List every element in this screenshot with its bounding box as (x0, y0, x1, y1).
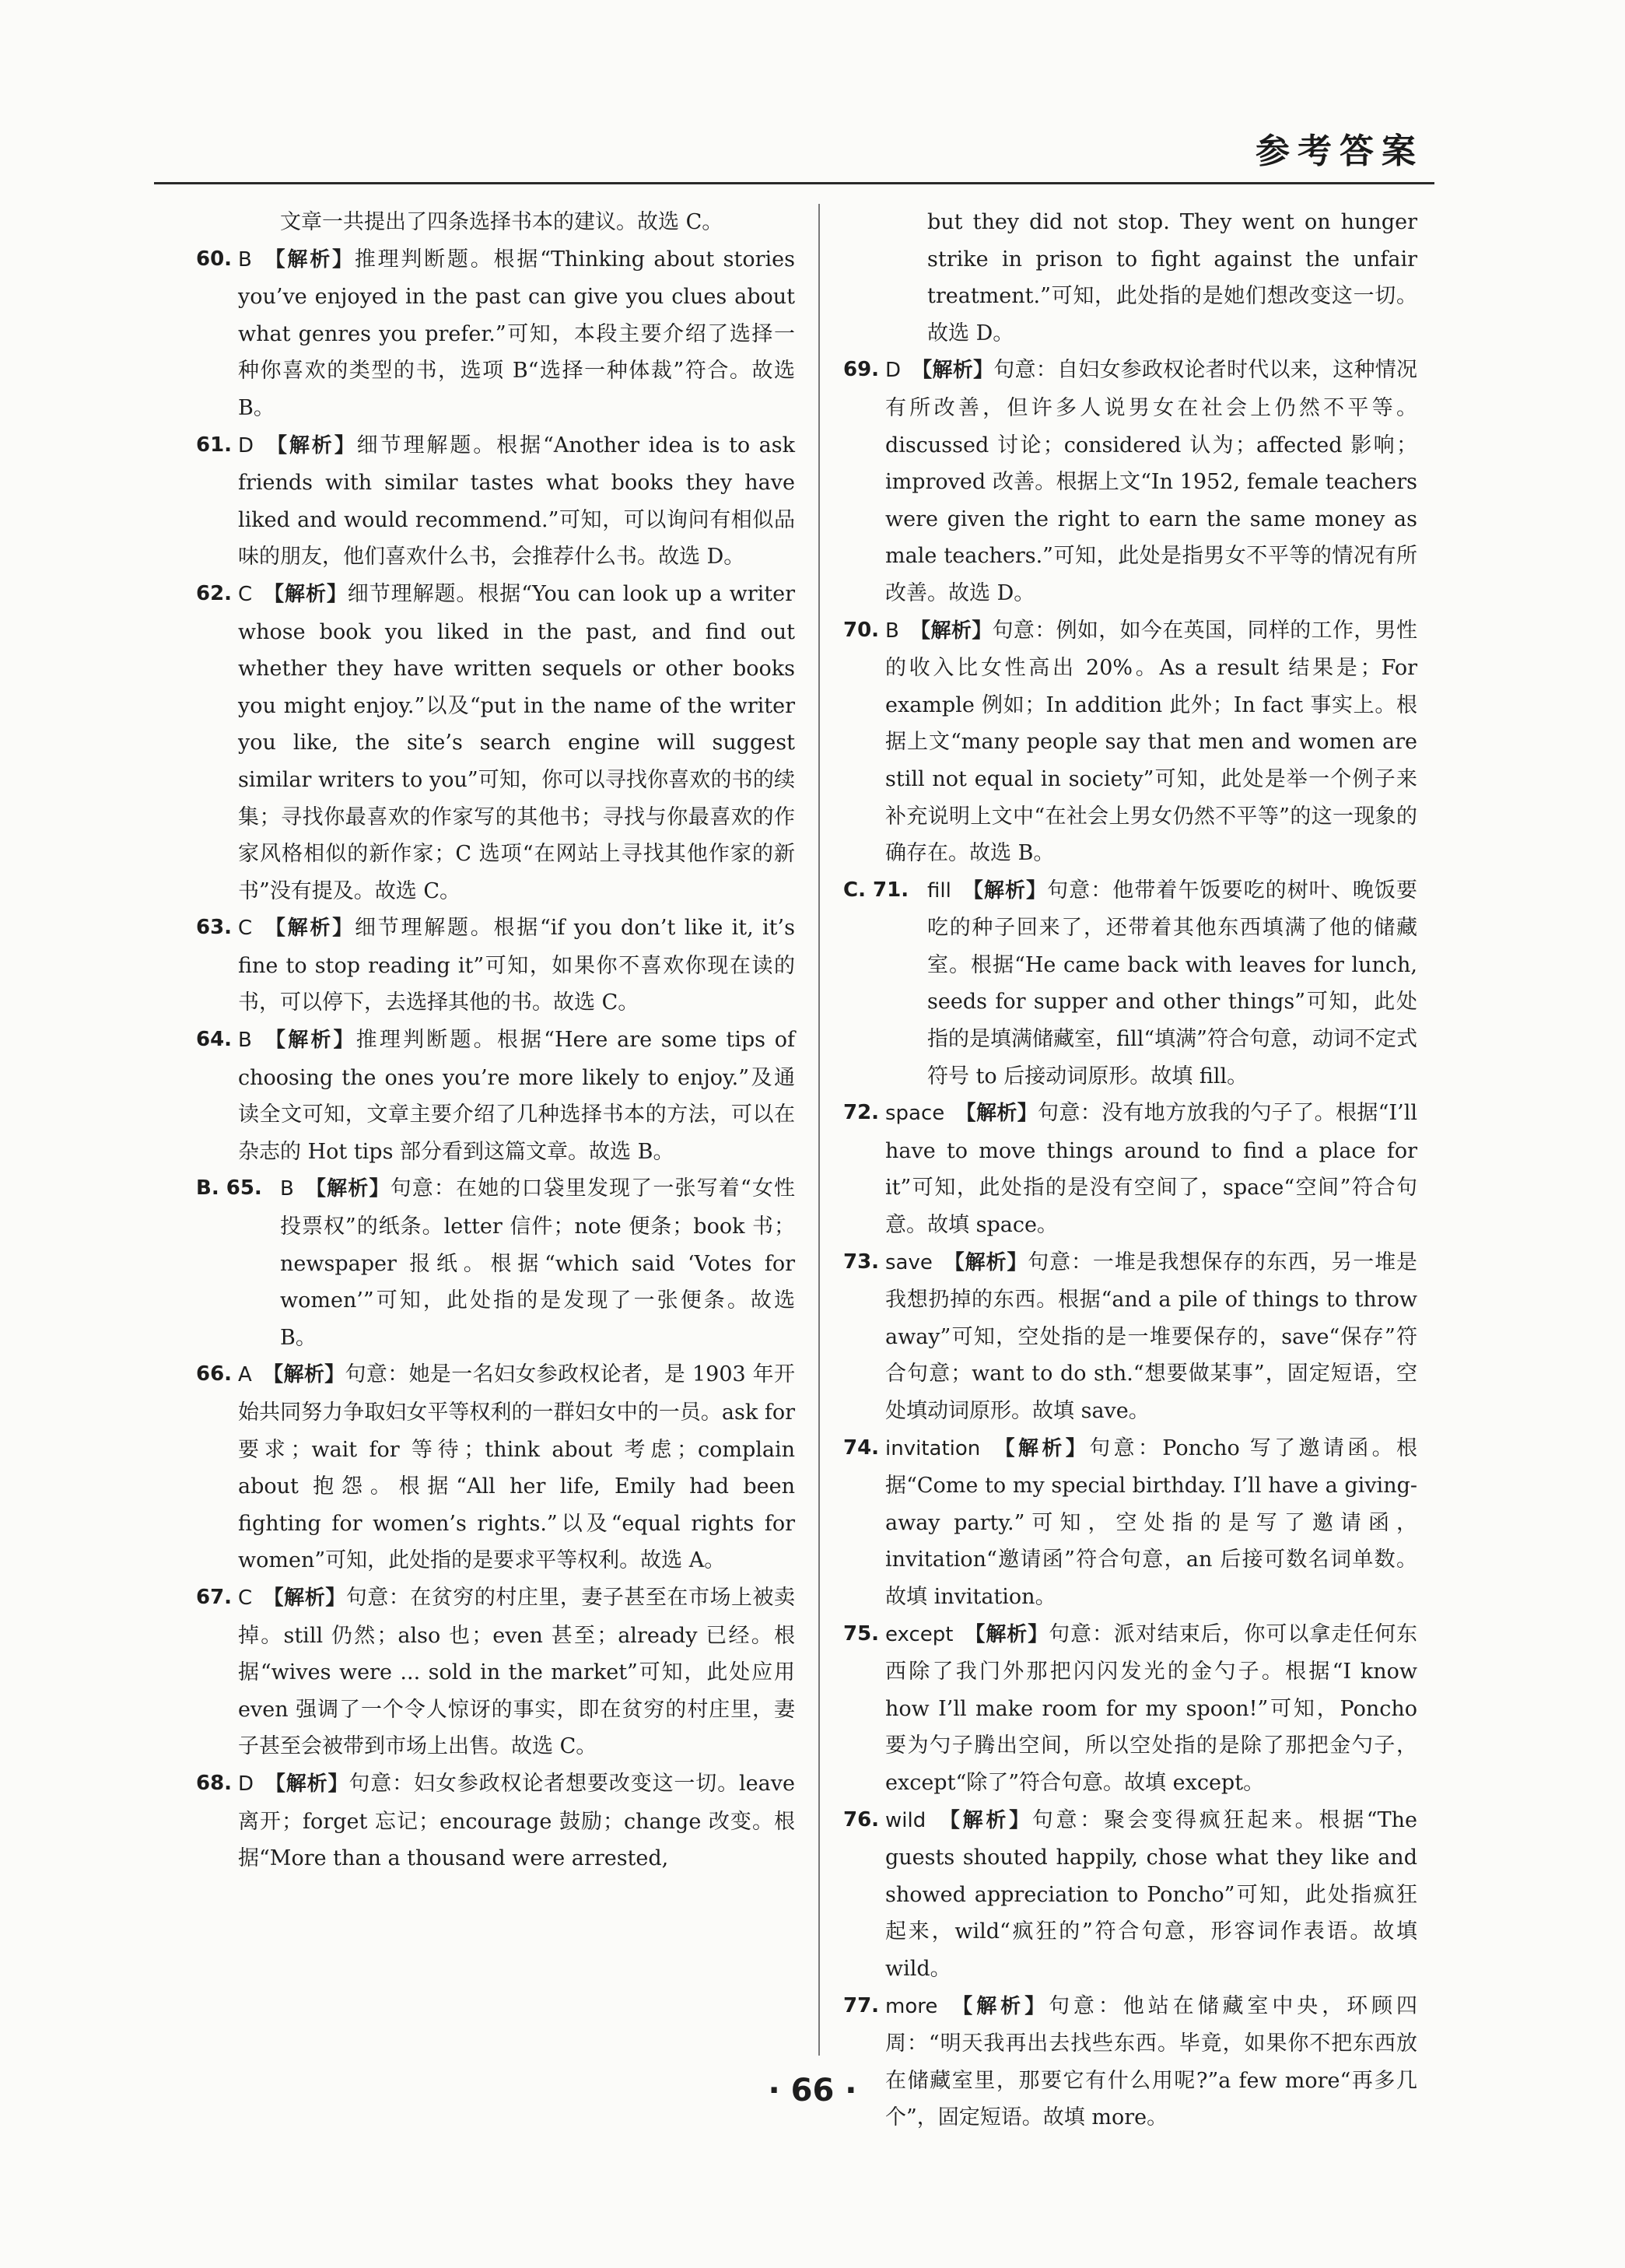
explanation-text: 细节理解题。根据“if you don’t like it, it’s fine to stop reading it”可知，如果你不喜欢你现在读的书，可以停下，去选择其他的书。故选 C。 (238, 916, 795, 1015)
explanation-text: 句意：在贫穷的村庄里，妻子甚至在市场上被卖掉。still 仍然；also 也；even 甚至；already 已经。根据“wives were ... sold in the market”可知，此处应用 even 强调了一个令人惊讶的事实，即在贫穷的村庄里，妻子甚至会被带到市场上出售。故选 C。 (238, 1585, 795, 1759)
question-number: 73. (843, 1250, 880, 1274)
answer-entry (196, 1765, 795, 1877)
explanation-text: 细节理解题。根据“You can look up a writer whose book you liked in the past, and find out whether they have written sequels or other books you might enjoy.”以及“put in the name of the writer you like, the site’s search engine will suggest similar writers to you”可知，你可以寻找你喜欢的书的续集；寻找你最喜欢的作家写的其他书；寻找与你最喜欢的作家风格相似的新作家；C 选项“在网站上寻找其他作家的新书”没有提及。故选 C。 (238, 581, 795, 903)
question-number: 63. (196, 916, 233, 940)
answer-entry (196, 1579, 795, 1765)
answer-letter: invitation (885, 1436, 981, 1460)
answer-letter: more (885, 1994, 938, 2018)
answer-entry (843, 1802, 1417, 1988)
answer-letter: space (885, 1102, 945, 1126)
column-divider (818, 204, 820, 2056)
answer-letter: B (885, 619, 899, 643)
answer-letter: B (280, 1177, 294, 1201)
analysis-tag: 【解析】 (304, 1177, 390, 1201)
explanation-text: 句意：他站在储藏室中央，环顾四周：“明天我再出去找些东西。毕竟，如果你不把东西放在储藏室里，那要它有什么用呢?”a few more“再多几个”，固定短语。故填 more。 (885, 1993, 1417, 2130)
explanation-text: 细节理解题。根据“Another idea is to ask friends with similar tastes what books they have liked and would recommend.”可知，可以询问有相似品味的朋友，他们喜欢什么书，会推荐什么书。故选 D。 (238, 433, 795, 570)
explanation-text: 文章一共提出了四条选择书本的建议。故选 C。 (280, 210, 723, 234)
answer-entry (196, 427, 795, 576)
page-number: · 66 · (768, 2073, 857, 2109)
analysis-tag: 【解析】 (263, 1586, 346, 1610)
answer-letter: A (238, 1363, 252, 1387)
analysis-tag: 【解析】 (262, 1029, 356, 1053)
analysis-tag: 【解析】 (264, 433, 357, 457)
answer-entry (843, 1095, 1417, 1243)
analysis-tag: 【解析】 (991, 1436, 1090, 1460)
explanation-text: 推理判断题。根据“Thinking about stories you’ve enjoyed in the past can give you clues about what genres you prefer.”可知，本段主要介绍了选择一种你喜欢的类型的书，选项 B“选择一种体裁”符合。故选 B。 (238, 247, 795, 420)
answer-entry (196, 1022, 795, 1170)
analysis-tag: 【解析】 (955, 1102, 1038, 1126)
explanation-text: 句意：自妇女参政权论者时代以来，这种情况有所改善，但许多人说男女在社会上仍然不平等。discussed 讨论；considered 认为；affected 影响；improved 改善。根据上文“In 1952, female teachers were given the right to earn the same money as male teachers.”可知，此处是指男女不平等的情况有所改善。故选 D。 (885, 358, 1417, 605)
question-number: 74. (843, 1435, 880, 1460)
question-number: 60. (196, 247, 233, 271)
answer-letter: fill (927, 878, 951, 903)
analysis-tag: 【解析】 (961, 878, 1048, 903)
explanation-text: 句意：妇女参政权论者想要改变这一切。leave 离开；forget 忘记；encourage 鼓励；change 改变。根据“More than a thousand were arrested, (238, 1771, 795, 1871)
question-number: 72. (843, 1101, 880, 1125)
header-title: 参考答案 (1256, 131, 1424, 171)
answer-letter: C (238, 582, 253, 606)
analysis-tag: 【解析】 (264, 1772, 349, 1796)
answer-letter: D (885, 359, 902, 383)
right-column (843, 204, 1417, 2130)
answer-entry (843, 872, 1417, 1095)
answer-letter: C (238, 917, 253, 941)
explanation-text: 句意：没有地方放我的勺子了。根据“I’ll have to move things around to find a place for it”可知，此处指的是没有空间了，space“空间”符合句意。故填 space。 (885, 1101, 1417, 1238)
answer-entry (196, 910, 795, 1022)
explanation-text: but they did not stop. They went on hunger strike in prison to fight against the unfair treatment.”可知，此处指的是她们想改变这一切。故选 D。 (927, 210, 1417, 345)
answer-entry (843, 612, 1417, 872)
question-number: 62. (196, 581, 233, 605)
answer-entry (196, 241, 795, 427)
analysis-tag: 【解析】 (263, 917, 355, 941)
answer-letter: D (238, 1772, 254, 1796)
explanation-text: 句意：一堆是我想保存的东西，另一堆是我想扔掉的东西。根据“and a pile of things to throw away”可知，空处指的是一堆要保存的，save“保存”符合句意；want to do sth.“想要做某事”，固定短语，空处填动词原形。故填 save。 (885, 1250, 1417, 1423)
answer-entry (196, 1356, 795, 1579)
question-number: B. 65. (196, 1176, 262, 1201)
analysis-tag: 【解析】 (262, 1363, 345, 1387)
question-number: 75. (843, 1621, 880, 1646)
explanation-text: 句意：Poncho 写了邀请函。根据“Come to my special birthday. I’ll have a giving-away party.”可知，空处指的是写了邀请函，invitation“邀请函”符合句意，an 后接可数名词单数。故填 invitation。 (885, 1435, 1417, 1609)
answer-entry (196, 1170, 795, 1356)
answer-letter: wild (885, 1808, 926, 1832)
explanation-text: 句意：她是一名妇女参政权论者，是 1903 年开始共同努力争取妇女平等权利的一群妇女中的一员。ask for 要求；wait for 等待；think about 考虑；complain about 抱怨。根据“All her life, Emily had been fighting for women’s rights.”以及“equal rights for women”可知，此处指的是要求平等权利。故选 A。 (238, 1362, 795, 1573)
explanation-text: 句意：派对结束后，你可以拿走任何东西除了我门外那把闪闪发光的金勺子。根据“I know how I’ll make room for my spoon!”可知，Poncho 要为勺子腾出空间，所以空处指的是除了那把金勺子，except“除了”符合句意。故填 except。 (885, 1621, 1417, 1795)
answer-entry (843, 352, 1417, 612)
question-number: 77. (843, 1993, 880, 2017)
explanation-text: 句意：聚会变得疯狂起来。根据“The guests shouted happily, chose what they like and showed appreciation to Poncho”可知，此处指疯狂起来，wild“疯狂的”符合句意，形容词作表语。故填 wild。 (885, 1807, 1417, 1981)
analysis-tag: 【解析】 (263, 582, 348, 606)
answer-letter: B (238, 1029, 252, 1053)
analysis-tag: 【解析】 (262, 247, 355, 272)
page-header (154, 115, 1434, 184)
answer-entry (843, 1244, 1417, 1430)
explanation-text: 句意：他带着午饭要吃的树叶、晚饭要吃的种子回来了，还带着其他东西填满了他的储藏室。根据“He came back with leaves for lunch, seeds for supper and other things”可知，此处指的是填满储藏室，fill“填满”符合句意，动词不定式符号 to 后接动词原形。故填 fill。 (927, 878, 1417, 1088)
question-number: C. 71. (843, 878, 909, 902)
answer-entry (843, 1430, 1417, 1616)
question-number: 67. (196, 1585, 233, 1609)
question-number: 70. (843, 618, 880, 642)
answer-letter: B (238, 247, 252, 272)
answer-letter: except (885, 1622, 954, 1646)
answer-letter: C (238, 1586, 253, 1610)
explanation-text: 句意：在她的口袋里发现了一张写着“女性投票权”的纸条。letter 信件；note 便条；book 书；newspaper 报纸。根据“which said ‘Votes for women’”可知，此处指的是发现了一张便条。故选 B。 (280, 1176, 795, 1350)
question-number: 66. (196, 1362, 233, 1386)
analysis-tag: 【解析】 (912, 359, 994, 383)
analysis-tag: 【解析】 (964, 1622, 1049, 1646)
question-number: 76. (843, 1807, 880, 1832)
analysis-tag: 【解析】 (943, 1250, 1028, 1274)
question-number: 68. (196, 1771, 233, 1795)
answer-entry (843, 204, 1417, 352)
left-column (196, 204, 795, 2087)
answer-entry (196, 576, 795, 910)
answer-entry (843, 1988, 1417, 2137)
answer-letter: D (238, 433, 254, 457)
answer-entry (196, 204, 795, 241)
analysis-tag: 【解析】 (937, 1808, 1032, 1832)
analysis-tag: 【解析】 (948, 1994, 1049, 2018)
answer-entry (843, 1616, 1417, 1802)
question-number: 69. (843, 358, 880, 382)
answer-letter: save (885, 1250, 933, 1274)
analysis-tag: 【解析】 (909, 619, 993, 643)
explanation-text: 推理判断题。根据“Here are some tips of choosing the ones you’re more likely to enjoy.”及通读全文可知，文章主要介绍了几种选择书本的方法，可以在杂志的 Hot tips 部分看到这篇文章。故选 B。 (238, 1028, 795, 1164)
question-number: 64. (196, 1028, 233, 1052)
question-number: 61. (196, 433, 233, 457)
explanation-text: 句意：例如，如今在英国，同样的工作，男性的收入比女性高出 20%。As a result 结果是；For example 例如；In addition 此外；In fact 事实上。根据上文“many people say that men and women are still not equal in society”可知，此处是举一个例子来补充说明上文中“在社会上男女仍然不平等”的这一现象的确存在。故选 B。 (885, 618, 1417, 866)
